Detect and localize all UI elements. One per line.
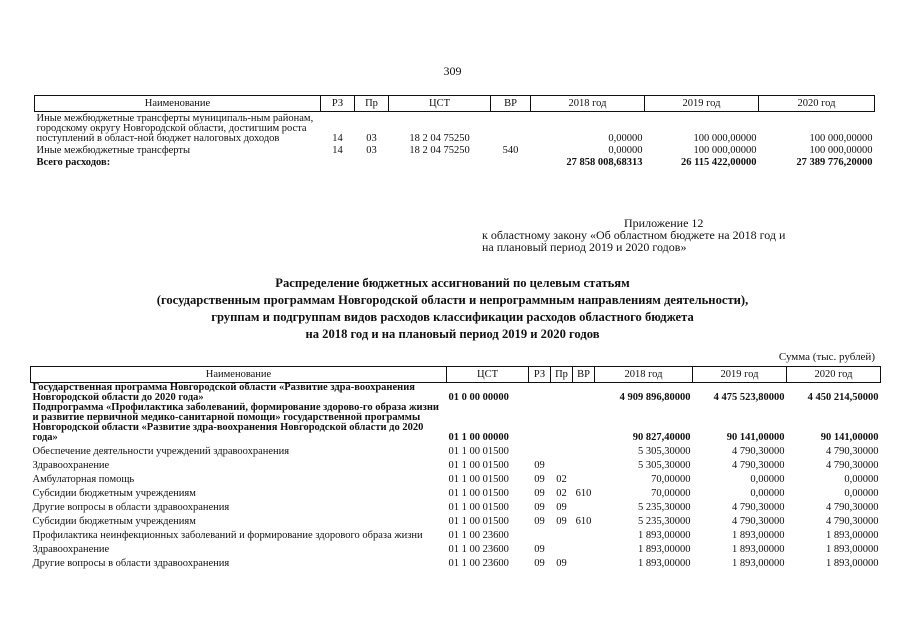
title-line: на 2018 год и на плановый период 2019 и 2020 годов (305, 327, 600, 341)
row-2018: 5 305,30000 (638, 446, 691, 457)
row-pr (355, 156, 389, 168)
budget-table (30, 366, 881, 569)
continuation-table (34, 95, 875, 168)
row-vr (573, 527, 595, 541)
row-2019: 26 115 422,00000 (680, 157, 757, 168)
table-row (35, 144, 875, 156)
row-rz: 09 (534, 460, 545, 471)
row-rz: 09 (534, 488, 545, 499)
appendix-note (482, 217, 785, 253)
row-2018: 1 893,00000 (638, 558, 691, 569)
row-rz: 09 (534, 502, 545, 513)
row-name: Государственная программа Новгородской области «Развитие здра-воохранения Новгородской области до 2020 года» (32, 382, 415, 403)
page-number: 309 (443, 64, 462, 78)
appendix-line: к областному закону «Об областном бюджете на 2018 год и (482, 228, 786, 242)
row-pr: 03 (366, 145, 377, 156)
table-header-row (35, 96, 875, 112)
total-row (35, 156, 875, 168)
row-rz: 09 (534, 558, 545, 569)
row-2020: 100 000,00000 (809, 133, 873, 144)
row-name: Здравоохранение (32, 460, 110, 471)
row-pr (551, 443, 573, 457)
row-cst: 01 1 00 01500 (448, 474, 509, 485)
row-cst: 01 1 00 01500 (448, 516, 509, 527)
row-2019: 4 475 523,80000 (713, 392, 785, 403)
row-2020: 90 141,00000 (820, 432, 879, 443)
title-line: Распределение бюджетных ассигнований по целевым статьям (275, 276, 630, 290)
row-name: Всего расходов: (36, 157, 111, 168)
row-2018: 27 858 008,68313 (566, 157, 643, 168)
row-rz: 09 (534, 474, 545, 485)
program-row (31, 383, 881, 404)
row-vr (573, 383, 595, 404)
row-pr (551, 383, 573, 404)
header-cell: Пр (551, 367, 573, 383)
row-vr (573, 555, 595, 569)
row-vr (491, 156, 531, 168)
table-row (31, 513, 881, 527)
row-2018: 0,00000 (608, 145, 643, 156)
row-rz: 09 (534, 516, 545, 527)
row-name: Субсидии бюджетным учреждениям (32, 516, 196, 527)
row-name: Другие вопросы в области здравоохранения (32, 558, 230, 569)
header-cell: Наименование (31, 367, 447, 383)
row-pr: 03 (366, 133, 377, 144)
row-2020: 4 790,30000 (826, 516, 879, 527)
row-pr (551, 403, 573, 443)
row-2019: 1 893,00000 (732, 530, 785, 541)
row-name: Амбулаторная помощь (32, 474, 135, 485)
header-cell: 2020 год (759, 96, 875, 112)
row-rz: 09 (534, 544, 545, 555)
row-2019: 0,00000 (750, 474, 785, 485)
row-cst: 01 1 00 23600 (448, 558, 509, 569)
units-label: Сумма (тыс. рублей) (778, 351, 875, 363)
row-2020: 1 893,00000 (826, 530, 879, 541)
row-pr: 09 (556, 516, 567, 527)
row-2018: 70,00000 (651, 488, 691, 499)
row-cst: 01 1 00 00000 (448, 432, 509, 443)
row-2019: 4 790,30000 (732, 516, 785, 527)
row-2018: 5 235,30000 (638, 516, 691, 527)
row-name: Иные межбюджетные трансферты муниципаль-ным районам, городскому округу Новгородской области, достигшим роста поступлений в област-ной бюджет налоговых доходов (36, 113, 314, 144)
row-vr (573, 499, 595, 513)
row-2018: 90 827,40000 (632, 432, 691, 443)
row-pr: 09 (556, 502, 567, 513)
row-2020: 4 790,30000 (826, 502, 879, 513)
row-pr (551, 457, 573, 471)
row-vr (573, 443, 595, 457)
table-row (31, 541, 881, 555)
header-cell: 2020 год (787, 367, 881, 383)
row-rz (321, 156, 355, 168)
header-cell: ВР (573, 367, 595, 383)
table-row (31, 443, 881, 457)
header-cell: Наименование (35, 96, 321, 112)
row-2020: 4 450 214,50000 (807, 392, 879, 403)
row-2018: 70,00000 (651, 474, 691, 485)
row-2018: 5 305,30000 (638, 460, 691, 471)
row-pr (551, 541, 573, 555)
table-row (31, 471, 881, 485)
header-cell: ЦСТ (389, 96, 491, 112)
row-rz: 14 (332, 133, 343, 144)
budget-table-body (31, 383, 881, 570)
row-pr: 02 (556, 474, 567, 485)
row-2019: 4 790,30000 (732, 460, 785, 471)
title-line: группам и подгруппам видов расходов классификации расходов областного бюджета (211, 310, 694, 324)
header-cell: Пр (355, 96, 389, 112)
header-cell: ЦСТ (447, 367, 529, 383)
row-cst: 18 2 04 75250 (409, 133, 470, 144)
table-row (31, 499, 881, 513)
row-2019: 0,00000 (750, 488, 785, 499)
header-cell: ВР (491, 96, 531, 112)
row-vr (573, 403, 595, 443)
header-cell: 2018 год (595, 367, 693, 383)
row-pr (551, 527, 573, 541)
row-pr: 02 (556, 488, 567, 499)
table-row (31, 527, 881, 541)
appendix-line: Приложение 12 (624, 216, 704, 230)
row-name: Профилактика неинфекционных заболеваний и формирование здорового образа жизни (32, 530, 423, 541)
row-name: Другие вопросы в области здравоохранения (32, 502, 230, 513)
header-cell: 2019 год (693, 367, 787, 383)
row-2018: 5 235,30000 (638, 502, 691, 513)
row-2018: 1 893,00000 (638, 530, 691, 541)
row-cst: 01 1 00 01500 (448, 460, 509, 471)
table-row (31, 485, 881, 499)
header-cell: РЗ (529, 367, 551, 383)
row-name: Субсидии бюджетным учреждениям (32, 488, 196, 499)
row-2020: 0,00000 (844, 488, 879, 499)
row-vr (573, 457, 595, 471)
row-cst: 01 1 00 01500 (448, 502, 509, 513)
row-2020: 4 790,30000 (826, 460, 879, 471)
row-2019: 1 893,00000 (732, 544, 785, 555)
row-cst (389, 156, 491, 168)
table-row (35, 112, 875, 145)
program-row (31, 403, 881, 443)
row-cst: 18 2 04 75250 (409, 145, 470, 156)
row-2019: 100 000,00000 (693, 133, 757, 144)
row-2019: 1 893,00000 (732, 558, 785, 569)
row-cst: 01 0 00 00000 (448, 392, 509, 403)
row-name: Обеспечение деятельности учреждений здравоохранения (32, 446, 290, 457)
row-2019: 4 790,30000 (732, 446, 785, 457)
header-cell: 2019 год (645, 96, 759, 112)
row-name: Здравоохранение (32, 544, 110, 555)
row-rz: 14 (332, 145, 343, 156)
row-2019: 90 141,00000 (726, 432, 785, 443)
row-rz (529, 443, 551, 457)
row-2020: 4 790,30000 (826, 446, 879, 457)
row-2020: 100 000,00000 (809, 145, 873, 156)
row-vr (573, 471, 595, 485)
row-vr: 540 (502, 145, 519, 156)
row-rz (529, 527, 551, 541)
row-cst: 01 1 00 23600 (448, 530, 509, 541)
table-header-row (31, 367, 881, 383)
row-2018: 1 893,00000 (638, 544, 691, 555)
row-2018: 0,00000 (608, 133, 643, 144)
document-title (0, 275, 905, 343)
appendix-line: на плановый период 2019 и 2020 годов» (482, 240, 687, 254)
row-2020: 0,00000 (844, 474, 879, 485)
row-pr: 09 (556, 558, 567, 569)
row-2020: 1 893,00000 (826, 558, 879, 569)
header-cell: 2018 год (531, 96, 645, 112)
row-2019: 4 790,30000 (732, 502, 785, 513)
row-cst: 01 1 00 01500 (448, 446, 509, 457)
row-cst: 01 1 00 01500 (448, 488, 509, 499)
header-cell: РЗ (321, 96, 355, 112)
row-2019: 100 000,00000 (693, 145, 757, 156)
row-rz (529, 383, 551, 404)
row-2020: 1 893,00000 (826, 544, 879, 555)
row-name: Иные межбюджетные трансферты (36, 145, 191, 156)
table-row (31, 555, 881, 569)
row-vr: 610 (575, 488, 592, 499)
row-2020: 27 389 776,20000 (796, 157, 873, 168)
table-row (31, 457, 881, 471)
row-2018: 4 909 896,80000 (619, 392, 691, 403)
title-line: (государственным программам Новгородской области и непрограммным направлениям деятельности), (156, 293, 749, 307)
row-vr (573, 541, 595, 555)
row-vr (491, 112, 531, 145)
row-rz (529, 403, 551, 443)
row-cst: 01 1 00 23600 (448, 544, 509, 555)
row-vr: 610 (575, 516, 592, 527)
row-name: Подпрограмма «Профилактика заболеваний, формирование здорово-го образа жизни и развитие первичной медико-санитарной помощи» государственной программы Новгородской области «Развитие здра-воохранения Новгородской области до 2020 года» (32, 402, 439, 443)
